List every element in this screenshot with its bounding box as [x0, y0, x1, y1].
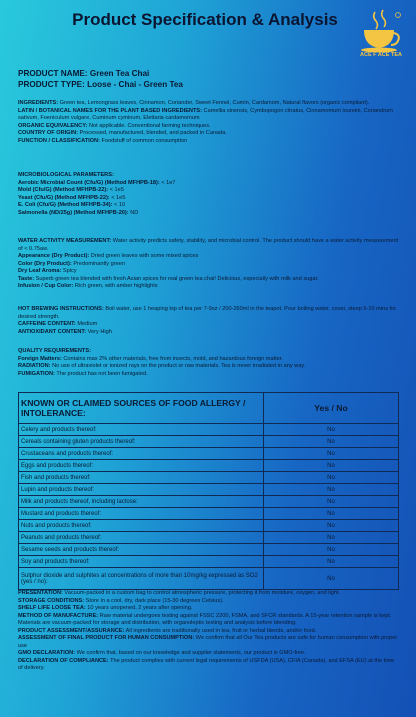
micro-line: Aerobic Microbial Count (Cfu/G) (Method MFHPB-18): < 1e7 [18, 179, 176, 186]
water-line: Color (Dry Product): Predominantly green [18, 260, 125, 267]
micro-section [18, 172, 400, 217]
product-name: PRODUCT NAME: Green Tea Chai [18, 69, 150, 78]
footer-line: SHELF LIFE LOOSE TEA: 10 years unopened, 2 years after opening. [18, 605, 193, 611]
logo-text: ACE F ACE TEA [360, 52, 402, 58]
table-row: Peanuts and products thereof: No [19, 532, 399, 544]
table-header [19, 393, 399, 424]
micro-line: MICROBIOLOGICAL PARAMETERS: [18, 172, 114, 178]
table-row: Lupin and products thereof: No [19, 484, 399, 496]
brew-section [18, 306, 400, 336]
info-line: LATIN / BOTANICAL NAMES FOR THE PLANT BASED INGREDIENTS: Camellia sinensis, Cymbopogon citratus, Cinnamomum loureirii, Coriandrum sativum, Foeniculum vulgare, Cuminum cyminum, Elettaria cardamomum [18, 107, 393, 121]
allergy-header: KNOWN OR CLAIMED SOURCES OF FOOD ALLERGY / INTOLERANCE: [19, 393, 264, 424]
table-row: Fish and products thereof: No [19, 472, 399, 484]
yes-no-header: Yes / No [264, 393, 399, 424]
info-line: FUNCTION / CLASSIFICATION: Foodstuff of common consumption [18, 137, 188, 144]
product-block [18, 68, 400, 90]
footer-line: PRESENTATION: Vacuum-packed in a custom bag to control atmospheric pressure, protecting it from moisture, oxygen, and light. [18, 590, 341, 596]
table-row: Nuts and products thereof: No [19, 520, 399, 532]
quality-line: Foreign Matters: Contains max 2% other materials, free from insects, mold, and hazardous foreign matter. [18, 355, 283, 362]
brew-line: ANTIOXIDANT CONTENT: Very High [18, 328, 112, 335]
table-row: Mustard and products thereof: No [19, 508, 399, 520]
footer-line: ASSESSMENT OF FINAL PRODUCT FOR HUMAN CONSUMPTION: We confirm that all Our Tea products are safe for human consumption with proper use [18, 635, 398, 649]
page-title: Product Specification & Analysis [72, 10, 338, 29]
water-line: Taste: Superb green tea blended with fresh Asian spices for real green tea chai! Delicious, especially with milk and sugar. [18, 275, 319, 282]
footer-section [18, 590, 400, 673]
info-line: INGREDIENTS: Green tea, Lemongrass leaves, Cinnamon, Coriander, Sweet Fennel, Cumin, Cardamom, Natural flavors (organic compliant). [18, 100, 370, 106]
water-line: Appearance (Dry Product): Dried green leaves with some mixed spices [18, 253, 199, 259]
brew-line: CAFFEINE CONTENT: Medium [18, 321, 98, 327]
quality-section [18, 348, 400, 378]
footer-line: GMO DECLARATION: We confirm that, based on our knowledge and supplier statements, our product is GMO-free. [18, 650, 306, 656]
product-type: PRODUCT TYPE: Loose - Chai - Green Tea [18, 80, 183, 89]
footer-line: METHOD OF MANUFACTURE: Raw material undergoes testing against FSSC 2200, FSMA, and SFCR standards. A 15-year retention sample is kept. Materials are vacuum-packed for storage and distribution, with organoleptic testing and analysis before blending. [18, 612, 392, 626]
table-row: Sesame seeds and products thereof: No [19, 544, 399, 556]
table-row: Milk and products thereof, including lactose: No [19, 496, 399, 508]
table-row: Soy and products thereof: No [19, 556, 399, 568]
allergy-table [18, 392, 399, 590]
micro-line: Yeast (Cfu/G) (Method MFHPB-22): < 1e5 [18, 194, 126, 201]
quality-line: RADIATION: No use of ultraviolet or ionized rays on the product or raw materials. Tea is never irradiated in any way. [18, 363, 306, 369]
info-line: COUNTRY OF ORIGIN: Processed, manufactured, blended, and packed in Canada. [18, 130, 227, 136]
water-line: WATER ACTIVITY MEASUREMENT: Water activity predicts safety, stability, and microbial control. The product should have a water activity measurement of < 0.75aw. [18, 238, 399, 252]
info-line: ORGANIC EQUIVALENCY: Not applicable. Conventional farming techniques. [18, 122, 211, 129]
quality-line: FUMIGATION: The product has not been fumigated. [18, 370, 148, 377]
quality-line: QUALITY REQUIREMENTS: [18, 348, 91, 354]
water-line: Infusion / Cup Color: Rich green, with amber highlights [18, 283, 158, 289]
micro-line: E. Coli (Cfu/G) (Method MFHPB-34): < 10 [18, 202, 126, 208]
footer-line: STORAGE CONDITIONS: Store in a cool, dry, dark place (15-30 degrees Celsius). [18, 597, 224, 604]
table-row: Celery and products thereof: No [19, 424, 399, 436]
table-row: Eggs and products thereof: No [19, 460, 399, 472]
brew-line: HOT BREWING INSTRUCTIONS: Boil water, use 1 heaping tsp of tea per 7-9oz / 200-260ml in the teapot. Pour boiling water, cover, steep 5-10 mins for desired strength. [18, 306, 397, 320]
table-row: Cereals containing gluten products thereof: No [19, 436, 399, 448]
table-row: Sulphur dioxide and sulphites at concentrations of more than 10mg/kg expressed as SO2 (yes / no): No [19, 568, 399, 590]
water-section [18, 238, 400, 291]
micro-line: Mold (Cfu/G) (Method MFHPB-22): < 1e5 [18, 187, 124, 193]
table-row: Crustaceans and products thereof: No [19, 448, 399, 460]
water-line: Dry Leaf Aroma: Spicy [18, 268, 77, 274]
micro-line: Salmonella (ND/25g) (Method MFHPB-20): ND [18, 209, 139, 216]
info-section [18, 100, 400, 145]
footer-line: DECLARATION OF COMPLIANCE: The product complies with current legal requirements of USFDA (USA), CFIA (Canada), and EFSA (EU) at the time of delivery. [18, 657, 395, 671]
footer-line: PRODUCT ASSESSMENT/ASSURANCE: All ingredients are traditionally used in tea, fruit or herbal blends, and/or food. [18, 627, 317, 634]
